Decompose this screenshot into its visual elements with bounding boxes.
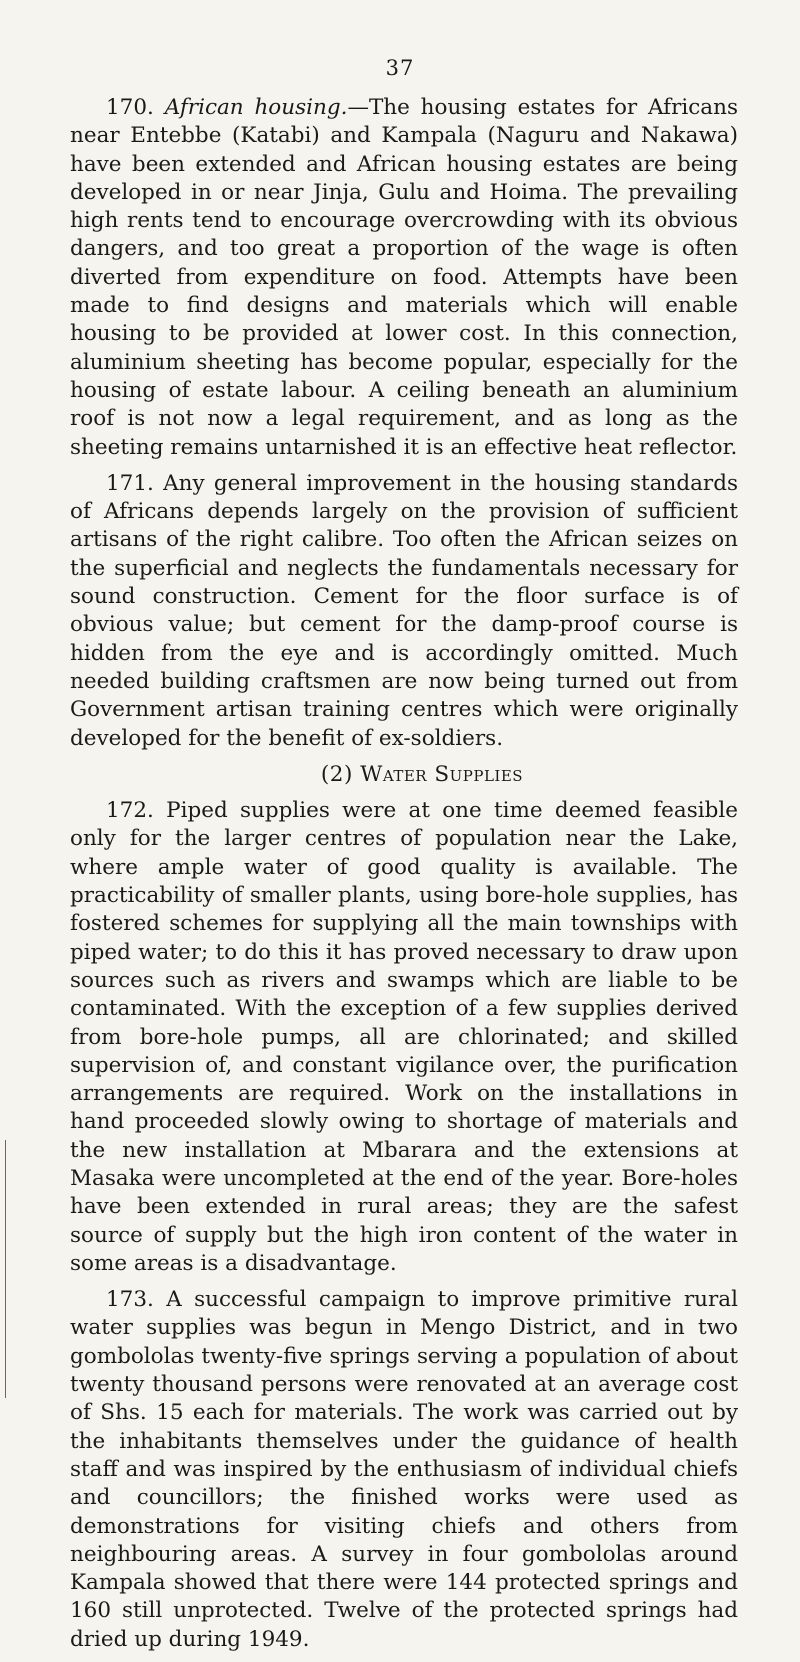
paragraph-text: Any general improvement in the housing standards of Africans depends largely on the provision of sufficient artisans of the right calibre. Too often the African seizes on the superficial and neglects the fundamentals necessary for sound construction. Cement for the floor surface is of obvious value; but cement for the damp-proof course is hidden from the eye and is accordingly omitted. Much needed building craftsmen are now being turned out from Government artisan training centres which were originally developed for the benefit of ex-soldiers. <box>70 470 738 751</box>
paragraph-number: 171. <box>106 470 154 496</box>
body-text <box>70 94 738 1662</box>
page-number: 37 <box>385 56 415 80</box>
binding-margin-line <box>5 1140 6 1398</box>
section-title: Water Supplies <box>360 761 524 787</box>
paragraph-number: 172. <box>106 798 154 824</box>
paragraph-text: A successful campaign to improve primitive rural water supplies was begun in Mengo District, and in two gombololas twenty-five springs serving a population of about twenty thousand persons were renovated at an average cost of Shs. 15 each for materials. The work was carried out by the inhabitants themselves under the guidance of health staff and was inspired by the enthusiasm of individual chiefs and councillors; the finished works were used as demonstrations for visiting chiefs and others from neighbouring areas. A survey in four gombololas around Kampala showed that there were 144 protected springs and 160 still unprotected. Twelve of the protected springs had dried up during 1949. <box>70 1287 738 1652</box>
paragraph-number: 170. <box>106 95 154 120</box>
section-heading <box>70 761 738 789</box>
section-number: (2) <box>320 761 353 787</box>
paragraph-text: Piped supplies were at one time deemed feasible only for the larger centres of population near the Lake, where ample water of good quality is available. The practicability of smaller plants, using bore-hole supplies, has fostered schemes for supplying all the main townships with piped water; to do this it has proved necessary to draw upon sources such as rivers and swamps which are liable to be contaminated. With the exception of a few supplies derived from bore-hole pumps, all are chlorinated; and skilled supervision of, and constant vigilance over, the purification arrangements are required. Work on the installations in hand proceeded slowly owing to shortage of materials and the new installation at Mbarara and the extensions at Masaka were uncompleted at the end of the year. Bore-holes have been extended in rural areas; they are the safest source of supply but the high iron content of the water in some areas is a disadvantage. <box>70 798 738 1276</box>
paragraph-heading: African housing. <box>164 95 348 120</box>
paragraph-171 <box>70 470 738 753</box>
paragraph-170 <box>70 94 738 462</box>
paragraph-number: 173. <box>106 1287 154 1313</box>
paragraph-173 <box>70 1286 738 1654</box>
paragraph-text: —The housing estates for Africans near Entebbe (Katabi) and Kampala (Naguru and Nakawa) have been extended and African housing estates are being developed in or near Jinja, Gulu and Hoima. The prevailing high rents tend to encourage overcrowding with its obvious dangers, and too great a proportion of the wage is often diverted from expenditure on food. Attempts have been made to find designs and materials which will enable housing to be provided at lower cost. In this connection, aluminium sheeting has become popular, especially for the housing of estate labour. A ceiling beneath an aluminium roof is not now a legal requirement, and as long as the sheeting remains untarnished it is an effective heat reflector. <box>70 95 739 460</box>
paragraph-172 <box>70 797 738 1278</box>
